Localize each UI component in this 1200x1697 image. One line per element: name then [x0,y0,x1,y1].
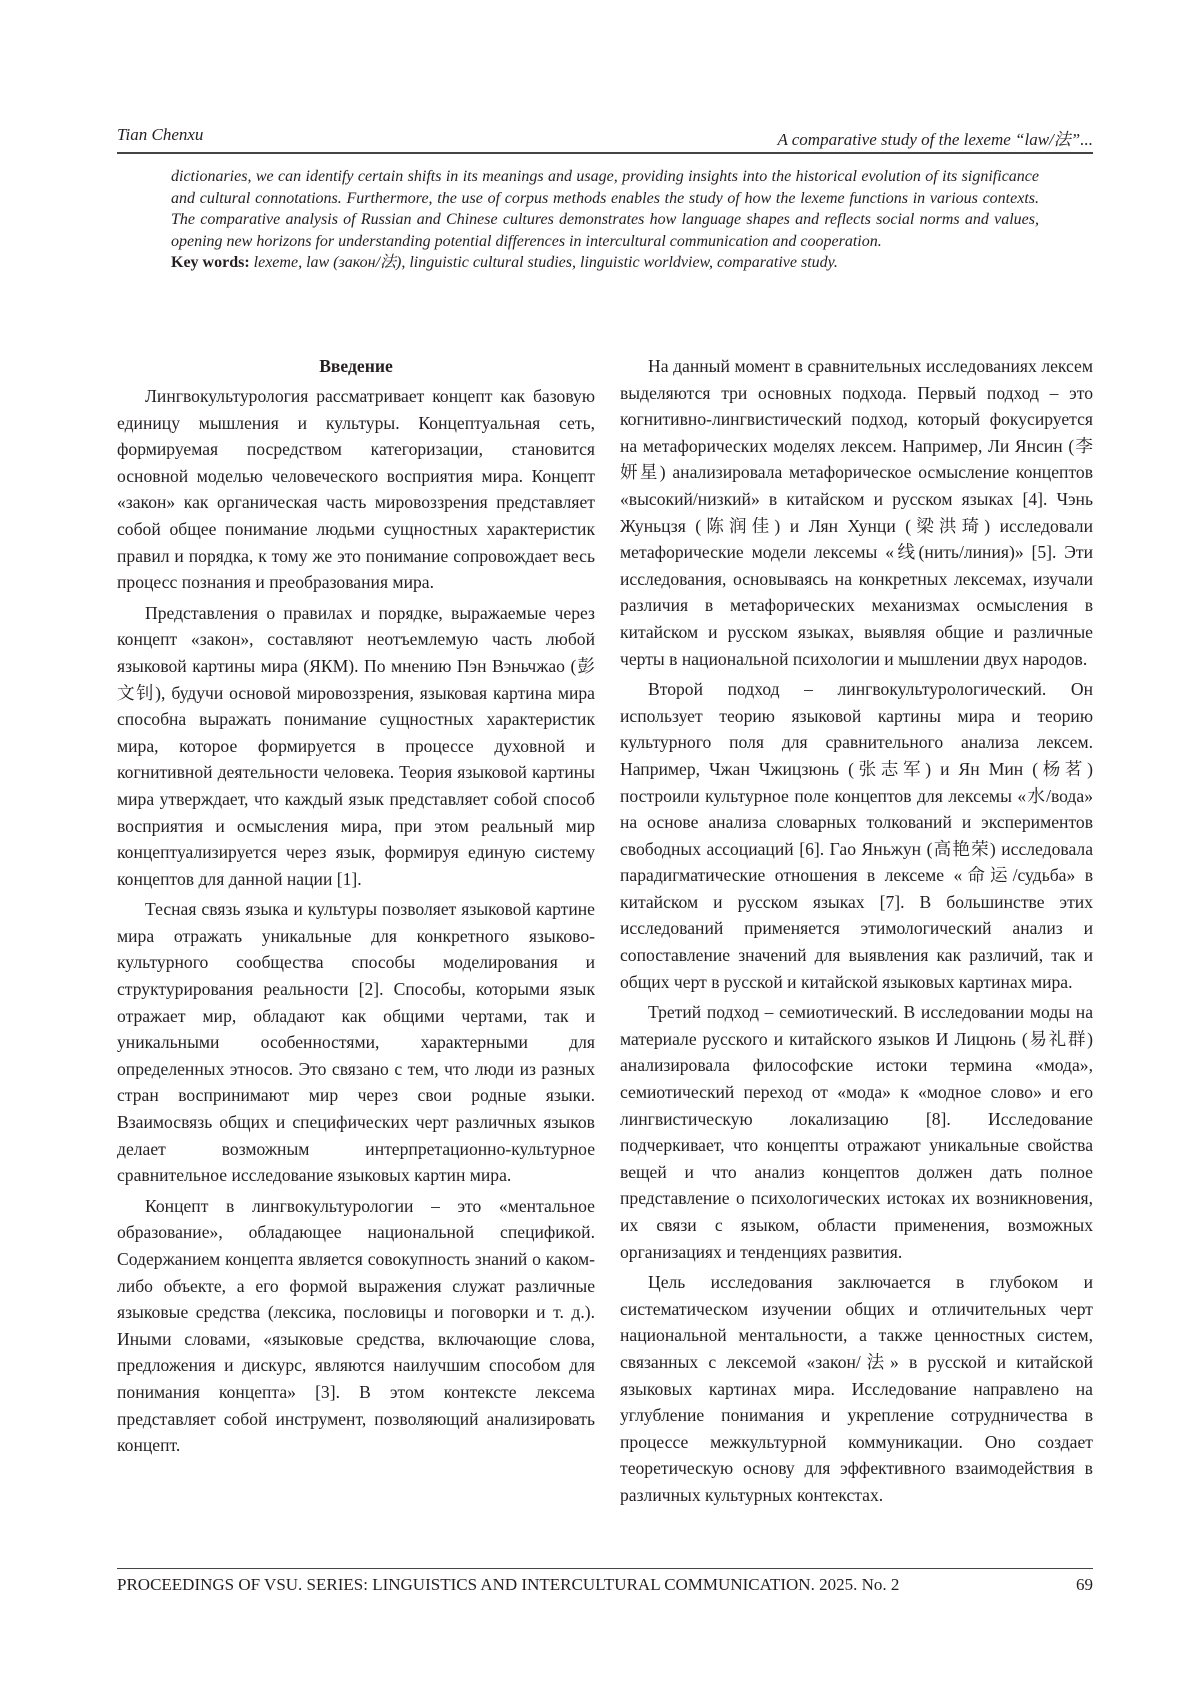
running-header [117,122,1093,154]
paragraph: Лингвокультурология рассматривает концепт как базовую единицу мышления и культуры. Концептуальная сеть, формируемая посредством категоризации, становится основной моделью человеческого восприятия мира. Концепт «закон» как органическая часть мировоззрения представляет собой общее понимание людьми сущностных характеристик правил и порядка, к тому же это понимание сопровождает весь процесс познания и преобразования мира. [117,383,595,596]
header-author: Tian Chenxu [117,125,203,145]
paragraph: Представления о правилах и порядке, выражаемые через концепт «закон», составляют неотъемлемую часть любой языковой картины мира (ЯКМ). По мнению Пэн Вэньчжао (彭文钊), будучи основой мировоззрения, языковая картина мира способна выражать понимание сущностных характеристик мира, которое формируется в процессе духовной и когнитивной деятельности человека. Теория языковой картины мира утверждает, что каждый язык представляет собой способ восприятия и осмысления мира, при этом реальный мир концептуализируется через язык, формируя единую систему концептов для данной нации [1]. [117,600,595,893]
abstract-text: dictionaries, we can identify certain shifts in its meanings and usage, providing insights into the historical evolution of its significance and cultural connotations. Furthermore, the use of corpus methods enables the study of how the lexeme functions in various contexts. The comparative analysis of Russian and Chinese cultures demonstrates how language shapes and reflects social norms and values, opening new horizons for understanding potential differences in intercultural communication and cooperation. [171,166,1039,252]
paragraph: Третий подход – семиотический. В исследовании моды на материале русского и китайского языков И Лицюнь (易礼群) анализировала философские истоки термина «мода», семиотический переход от «мода» к «модное слово» и его лингвистическую локализацию [8]. Исследование подчеркивает, что концепты отражают уникальные свойства вещей и что анализ концептов должен дать полное представление о психологических истоках их возникновения, их связи с языком, области применения, возможных организациях и тенденциях развития. [620,999,1093,1265]
left-column [117,352,595,1463]
keywords-label: Key words: [171,254,250,271]
page-number: 69 [1076,1575,1093,1595]
paragraph: На данный момент в сравнительных исследованиях лексем выделяются три основных подхода. Первый подход – это когнитивно-лингвистический подход, который фокусируется на метафорических моделях лексем. Например, Ли Янсин (李妍星) анализировала метафорическое осмысление концептов «высокий/низкий» в китайском и русском языках [4]. Чэнь Жуньцзя (陈润佳) и Лян Хунци (梁洪琦) исследовали метафорические модели лексемы «线(нить/линия)» [5]. Эти исследования, основываясь на конкретных лексемах, изучали различия в метафорических механизмах осмысления в китайском и русском языках, выявляя общие и различные черты в национальной психологии и мышлении двух народов. [620,353,1093,672]
right-column [620,353,1093,1513]
paragraph: Концепт в лингвокультурологии – это «ментальное образование», обладающее национальной спецификой. Содержанием концепта является совокупность знаний о каком-либо объекте, а его формой выражения служат различные языковые средства (лексика, пословицы и поговорки и т. д.). Иными словами, «языковые средства, включающие слова, предложения и дискурс, являются наилучшим способом для понимания концепта» [3]. В этом контексте лексема представляет собой инструмент, позволяющий анализировать концепт. [117,1193,595,1459]
paragraph: Второй подход – лингвокультурологический. Он использует теорию языковой картины мира и теорию культурного поля для сравнительного анализа лексем. Например, Чжан Чжицзюнь (张志军) и Ян Мин (杨茗) построили культурное поле концептов для лексемы «水/вода» на основе анализа словарных толкований и экспериментов свободных ассоциаций [6]. Гао Яньжун (高艳荣) исследовала парадигматические отношения в лексеме «命运/судьба» в китайском и русском языках [7]. В большинстве этих исследований применяется этимологический анализ и сопоставление значений для выявления как различий, так и общих черт в русской и китайской языковых картинах мира. [620,676,1093,995]
abstract [171,166,1039,274]
paragraph: Цель исследования заключается в глубоком и систематическом изучении общих и отличительных черт национальной ментальности, а также ценностных систем, связанных с лексемой «закон/法» в русской и китайской языковых картинах мира. Исследование направлено на углубление понимания и укрепление сотрудничества в процессе межкультурной коммуникации. Оно создает теоретическую основу для эффективного взаимодействия в различных культурных контекстах. [620,1269,1093,1508]
keywords-text: lexeme, law (закон/法), linguistic cultural studies, linguistic worldview, comparative study. [254,254,838,271]
footer-journal: PROCEEDINGS OF VSU. SERIES: LINGUISTICS AND INTERCULTURAL COMMUNICATION. 2025. No. 2 [117,1575,899,1595]
section-heading: Введение [117,352,595,380]
keywords [171,252,1039,274]
header-running-title: A comparative study of the lexeme “law/法”... [777,125,1093,150]
page-footer [117,1568,1093,1575]
paragraph: Тесная связь языка и культуры позволяет языковой картине мира отражать уникальные для конкретного языково-культурного сообщества способы моделирования и структурирования реальности [2]. Способы, которыми язык отражает мир, обладают как общими чертами, так и уникальными особенностями, характерными для определенных этносов. Это связано с тем, что люди из разных стран воспринимают мир через свои родные языки. Взаимосвязь общих и специфических черт различных языков делает возможным интерпретационно-культурное сравнительное исследование языковых картин мира. [117,896,595,1189]
